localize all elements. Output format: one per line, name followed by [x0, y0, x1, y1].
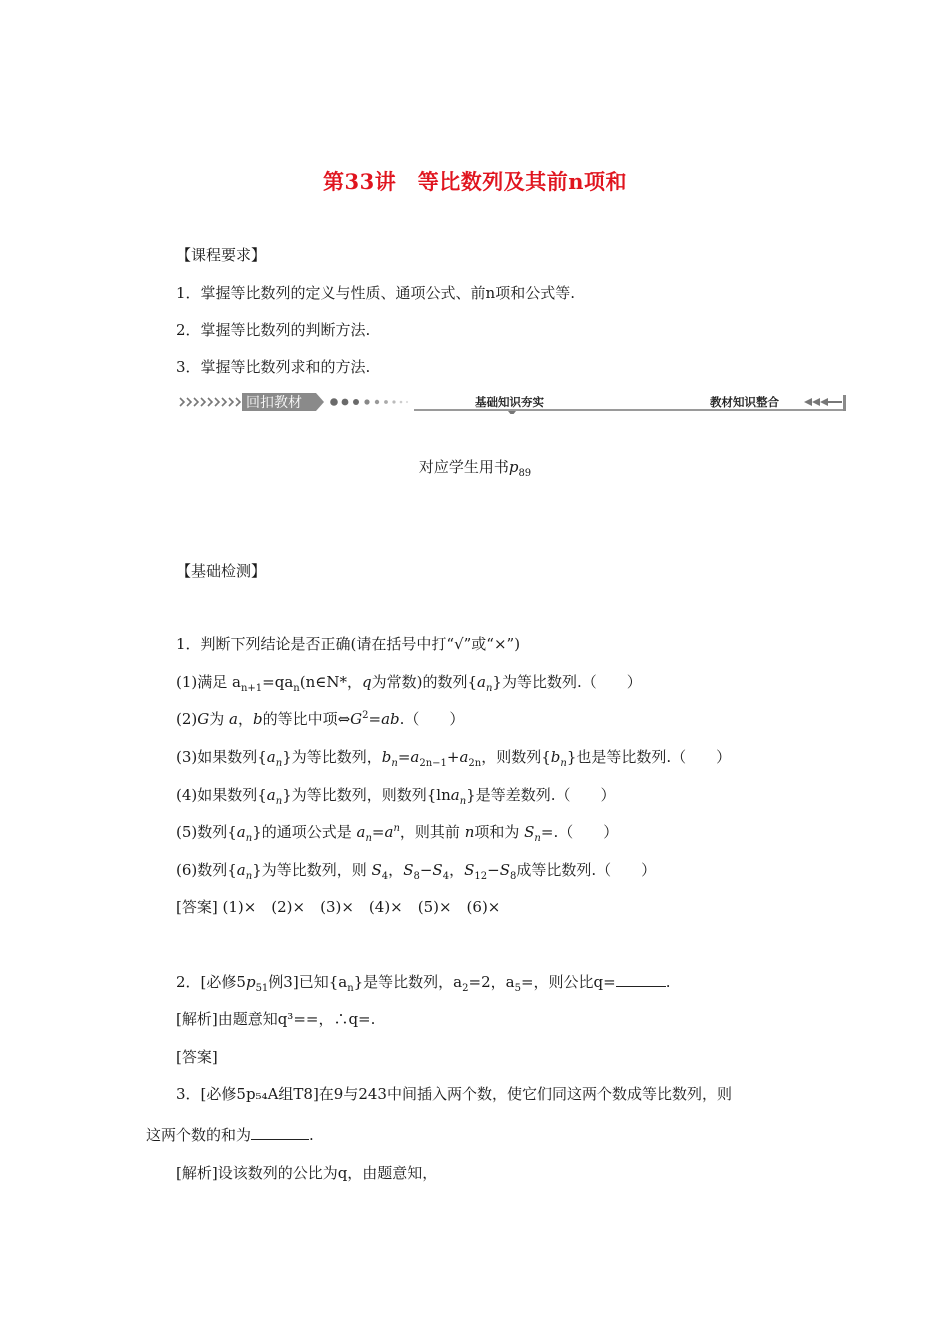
q3-answer-blank[interactable]: [251, 1125, 309, 1140]
dots-icon: [330, 398, 408, 406]
q1-item-1: (1)满足 $a_{n+1}=qa_n(n\in N*$，q为常数)的数列$\{a_n\}$为等比数列.（ ）: [176, 673, 642, 694]
banner-right-label: 教材知识整合: [710, 395, 779, 409]
banner-center-label: 基础知识夯实: [475, 395, 544, 409]
q1-answer: [答案] (1)× (2)× (3)× (4)× (5)× (6)×: [176, 898, 501, 916]
q3-stem-line1: 3．[必修5p₅₄A组T8]在9与243中间插入两个数，使它们同这两个数成等比数列，则: [176, 1085, 732, 1103]
banner-left-label: 回扣教材: [246, 395, 302, 411]
q3-stem-line2: 这两个数的和为 .: [146, 1126, 314, 1144]
chevron-arrows-icon: [180, 398, 240, 406]
course-item-1: 1．掌握等比数列的定义与性质、通项公式、前n项和公式等.: [176, 284, 575, 302]
course-item-2: 2．掌握等比数列的判断方法.: [176, 321, 371, 339]
course-heading: 【课程要求】: [176, 246, 267, 264]
q1-item-4: (4)如果数列$\{a_n\}$为等比数列，则数列{lna$_n$}是等差数列.（ ）: [176, 786, 616, 807]
q1-stem: 1．判断下列结论是否正确(请在括号中打“√”或“×”): [176, 635, 521, 653]
basic-heading: 【基础检测】: [176, 562, 267, 580]
section-banner: [178, 392, 848, 414]
q1-item-6: (6)数列$\{a_n\}$为等比数列，则 $S_4$，$S_8-S_4$，$S_{12}-S_8$成等比数列.（ ）: [176, 861, 657, 882]
reference-page-number: 89: [518, 468, 532, 479]
q2-stem: 2．[必修$5p_{51}$例3]已知$\{a_n\}$是等比数列，$a_2=2$，$a_5=$，则公比q= .: [176, 973, 671, 994]
page-title: 第33讲 等比数列及其前n项和: [323, 169, 627, 194]
banner-graphic: [178, 392, 848, 414]
q1-item-3: (3)如果数列$\{a_n\}$为等比数列，$b_n=a_{2n-1}+a_{2n}$，则数列$\{b_n\}$也是等比数列.（ ）: [176, 748, 732, 769]
q2-answer-blank[interactable]: [616, 972, 666, 987]
q2-analysis: [解析]由题意知q³==，∴q=.: [176, 1010, 376, 1028]
left-arrows-icon: [804, 398, 842, 406]
q3-analysis: [解析]设该数列的公比为q，由题意知，: [176, 1164, 438, 1182]
student-book-reference: [0, 456, 950, 477]
q2-answer: [答案]: [176, 1048, 218, 1066]
q1-item-2: (2)G为 a，b的等比中项$\Leftrightarrow G^2=ab$.（ ）: [176, 710, 465, 728]
reference-page: p: [508, 458, 519, 476]
course-item-3: 3．掌握等比数列求和的方法.: [176, 358, 371, 376]
q1-item-5: (5)数列$\{a_n\}$的通项公式是 $a_n=a^n$，则其前 n项和为 $S_n=$.（ ）: [176, 823, 619, 844]
reference-text: 对应学生用书: [418, 458, 509, 476]
triangle-marker-icon: [508, 411, 516, 414]
